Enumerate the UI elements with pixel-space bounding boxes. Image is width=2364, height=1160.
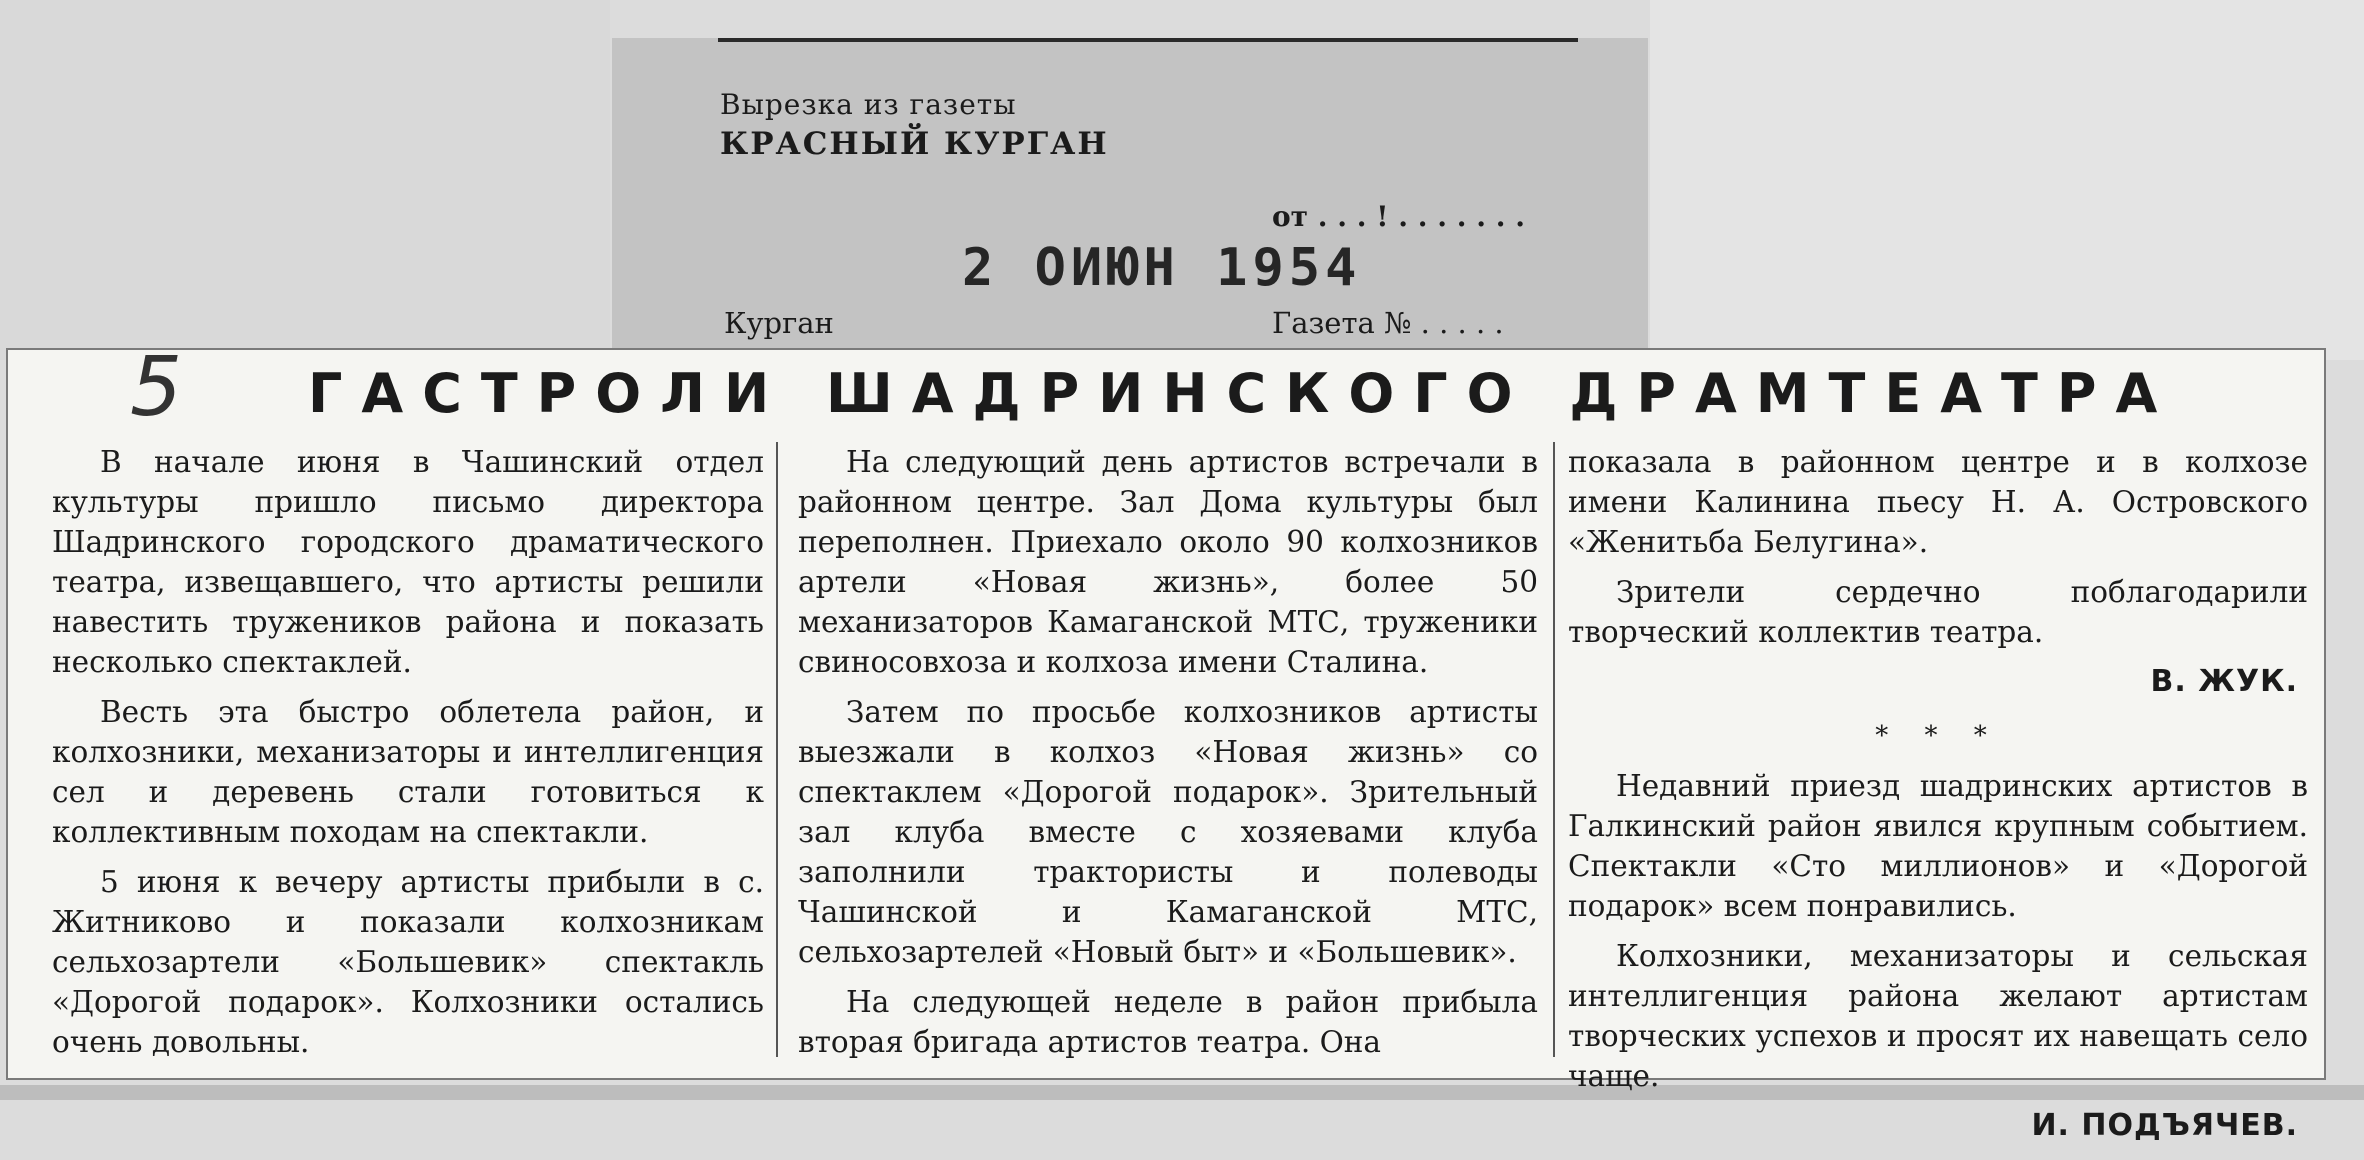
paragraph: 5 июня к вечеру артисты прибыли в с. Житниково и показали колхозникам сельхозартели «Большевик» спектакль «Дорогой подарок». Колхозники остались очень довольны. (52, 865, 764, 1059)
scan-background-left (0, 0, 610, 360)
scan-background-right (1650, 0, 2364, 360)
paragraph: На следующий день артистов встречали в районном центре. Зал Дома культуры был переполнен. Приехало около 90 колхозников артели «Новая жизнь», более 50 механизаторов Камаганской МТС, труженики свиносовхоза и колхоза имени Сталина. (798, 445, 1538, 679)
newspaper-clipping (6, 340, 2326, 1143)
column-3 (1568, 442, 2308, 1160)
column-divider (776, 442, 778, 1057)
paragraph: В начале июня в Чашинский отдел культуры пришло письмо директора Шадринского городского драматического театра, извещавшего, что артисты решили навестить тружеников района и показать несколько спектаклей. (52, 445, 764, 679)
paragraph: Весть эта быстро облетела район, и колхозники, механизаторы и интеллигенция сел и деревень стали готовиться к коллективным походам на спектакли. (52, 695, 764, 849)
author-signature: И. ПОДЪЯЧЕВ. (2031, 1108, 2298, 1143)
paragraph: На следующей неделе в район прибыла вторая бригада артистов театра. Она (798, 985, 1538, 1059)
paragraph: Колхозники, механизаторы и сельская интеллигенция района желают артистам творческих успехов и просят их навещать село чаще. (1568, 939, 2308, 1093)
paragraph: показала в районном центре и в колхозе имени Калинина пьесу Н. А. Островского «Женитьба Белугина». (1568, 445, 2308, 559)
column-1 (52, 442, 764, 1072)
slip-date-field: от . . . ! . . . . . . . (1272, 200, 1526, 233)
author-signature: В. ЖУК. (2150, 664, 2298, 699)
clipping-slip (612, 38, 1648, 368)
slip-top-rule (718, 38, 1578, 42)
paragraph: Зрители сердечно поблагодарили творческий коллектив театра. (1568, 575, 2308, 649)
slip-city: Курган (724, 306, 834, 340)
article-headline: ГАСТРОЛИ ШАДРИНСКОГО ДРАМТЕАТРА (308, 362, 2177, 425)
column-2 (798, 442, 1538, 1072)
paragraph: Затем по просьбе колхозников артисты выезжали в колхоз «Новая жизнь» со спектаклем «Дорогой подарок». Зрительный зал клуба вместе с хозяевами клуба заполнили трактористы и полеводы Чашинской и Камаганской МТС, сельхозартелей «Новый быт» и «Большевик». (798, 695, 1538, 969)
date-stamp: 2 ОИЮН 1954 (962, 238, 1362, 298)
column-divider (1553, 442, 1555, 1057)
section-separator: * * * (1875, 721, 2001, 751)
slip-newspaper-name: КРАСНЫЙ КУРГАН (720, 126, 1109, 162)
handwritten-number: 5 (130, 340, 183, 435)
slip-issue-field: Газета № . . . . . (1272, 306, 1504, 340)
slip-label: Вырезка из газеты (720, 88, 1017, 121)
paragraph: Недавний приезд шадринских артистов в Галкинский район явился крупным событием. Спектакли «Сто миллионов» и «Дорогой подарок» всем понравились. (1568, 769, 2308, 923)
